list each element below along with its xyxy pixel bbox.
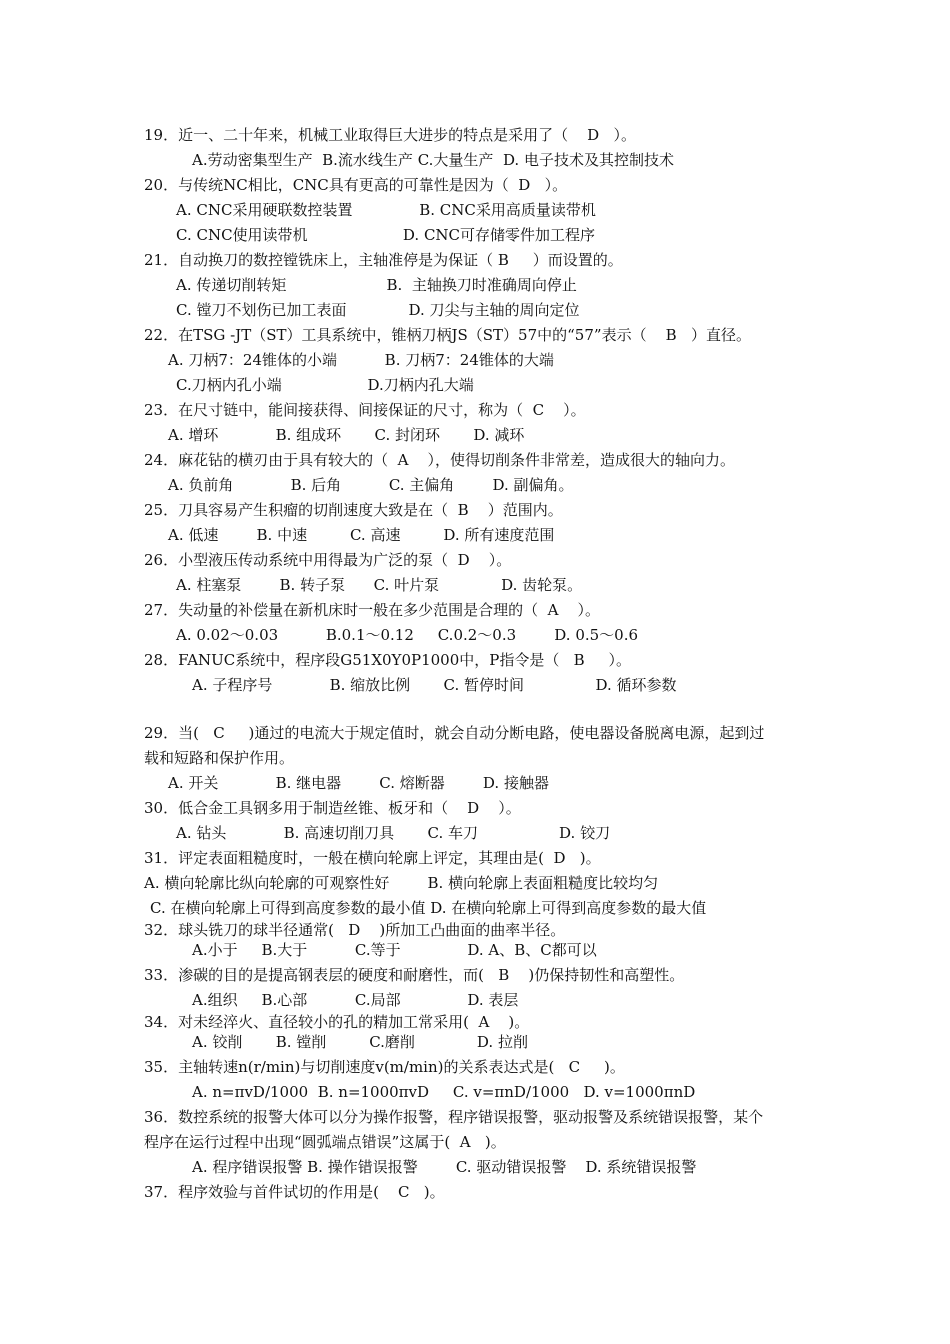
question-25: 25．刀具容易产生积瘤的切削速度大致是在（ B ）范围内。 [144, 501, 563, 519]
question-32-options: A.小于 B.大于 C.等于 D. A、B、C都可以 [192, 941, 597, 959]
question-31-options-cd: C. 在横向轮廓上可得到高度参数的最小值 D. 在横向轮廓上可得到高度参数的最大值 [150, 899, 707, 917]
question-19-options: A.劳动密集型生产 B.流水线生产 C.大量生产 D. 电子技术及其控制技术 [192, 151, 674, 169]
question-37: 37．程序效验与首件试切的作用是( C )。 [144, 1183, 445, 1201]
question-21-options-ab: A. 传递切削转矩 B. 主轴换刀时准确周向停止 [176, 276, 577, 294]
question-28-options: A. 子程序号 B. 缩放比例 C. 暂停时间 D. 循环参数 [192, 676, 677, 694]
question-22-options-cd: C.刀柄内孔小端 D.刀柄内孔大端 [176, 376, 474, 394]
question-27-options: A. 0.02～0.03 B.0.1～0.12 C.0.2～0.3 D. 0.5～0.6 [176, 626, 639, 644]
question-26-options: A. 柱塞泵 B. 转子泵 C. 叶片泵 D. 齿轮泵。 [176, 576, 583, 594]
question-19: 19．近一、二十年来，机械工业取得巨大进步的特点是采用了（ D ）。 [144, 126, 636, 144]
question-29-continued: 载和短路和保护作用。 [144, 749, 295, 767]
question-35: 35．主轴转速n(r/min)与切削速度v(m/min)的关系表达式是( C )。 [144, 1058, 625, 1076]
question-30-options: A. 钻头 B. 高速切削刀具 C. 车刀 D. 铰刀 [176, 824, 611, 842]
question-21: 21．自动换刀的数控镗铣床上，主轴准停是为保证（ B ）而设置的。 [144, 251, 623, 269]
question-32: 32．球头铣刀的球半径通常( D )所加工凸曲面的曲率半径。 [144, 921, 566, 939]
question-25-options: A. 低速 B. 中速 C. 高速 D. 所有速度范围 [168, 526, 555, 544]
question-36-continued: 程序在运行过程中出现“圆弧端点错误”这属于( A )。 [144, 1133, 506, 1151]
question-35-options: A. n=πvD/1000 B. n=1000πvD C. v=πnD/1000 D. v=1000πnD [192, 1083, 696, 1101]
question-22-options-ab: A. 刀柄7：24锥体的小端 B. 刀柄7：24锥体的大端 [168, 351, 554, 369]
question-27: 27．失动量的补偿量在新机床时一般在多少范围是合理的（ A ）。 [144, 601, 601, 619]
question-36: 36．数控系统的报警大体可以分为操作报警，程序错误报警，驱动报警及系统错误报警，某个 [144, 1108, 764, 1126]
question-26: 26．小型液压传动系统中用得最为广泛的泵（ D ）。 [144, 551, 512, 569]
question-34: 34．对未经淬火、直径较小的孔的精加工常采用( A )。 [144, 1013, 530, 1031]
question-34-options: A. 铰削 B. 镗削 C.磨削 D. 拉削 [192, 1033, 528, 1051]
question-21-options-cd: C. 镗刀不划伤已加工表面 D. 刀尖与主轴的周向定位 [176, 301, 580, 319]
question-24: 24．麻花钻的横刃由于具有较大的（ A ），使得切削条件非常差，造成很大的轴向力。 [144, 451, 736, 469]
question-23-options: A. 增环 B. 组成环 C. 封闭环 D. 减环 [168, 426, 525, 444]
question-20-options-ab: A. CNC采用硬联数控装置 B. CNC采用高质量读带机 [176, 201, 596, 219]
question-29: 29．当( C )通过的电流大于规定值时，就会自动分断电路，使电器设备脱离电源，起到过 [144, 724, 765, 742]
question-31: 31．评定表面粗糙度时，一般在横向轮廓上评定，其理由是( D )。 [144, 849, 601, 867]
question-29-options: A. 开关 B. 继电器 C. 熔断器 D. 接触器 [168, 774, 549, 792]
question-33: 33．渗碳的目的是提高钢表层的硬度和耐磨性，而( B )仍保持韧性和高塑性。 [144, 966, 685, 984]
question-24-options: A. 负前角 B. 后角 C. 主偏角 D. 副偏角。 [168, 476, 574, 494]
question-20-options-cd: C. CNC使用读带机 D. CNC可存储零件加工程序 [176, 226, 596, 244]
question-20: 20．与传统NC相比，CNC具有更高的可靠性是因为（ D ）。 [144, 176, 568, 194]
question-22: 22．在TSG -JT（ST）工具系统中，锥柄刀柄JS（ST）57中的“57”表示（ B ）直径。 [144, 326, 751, 344]
question-36-options: A. 程序错误报警 B. 操作错误报警 C. 驱动错误报警 D. 系统错误报警 [192, 1158, 697, 1176]
question-23: 23．在尺寸链中，能间接获得、间接保证的尺寸，称为（ C ）。 [144, 401, 586, 419]
question-31-options-ab: A. 横向轮廓比纵向轮廓的可观察性好 B. 横向轮廓上表面粗糙度比较均匀 [144, 874, 659, 892]
question-33-options: A.组织 B.心部 C.局部 D. 表层 [192, 991, 519, 1009]
question-28: 28．FANUC系统中，程序段G51X0Y0P1000中，P指令是（ B ）。 [144, 651, 632, 669]
question-30: 30．低合金工具钢多用于制造丝锥、板牙和（ D ）。 [144, 799, 521, 817]
